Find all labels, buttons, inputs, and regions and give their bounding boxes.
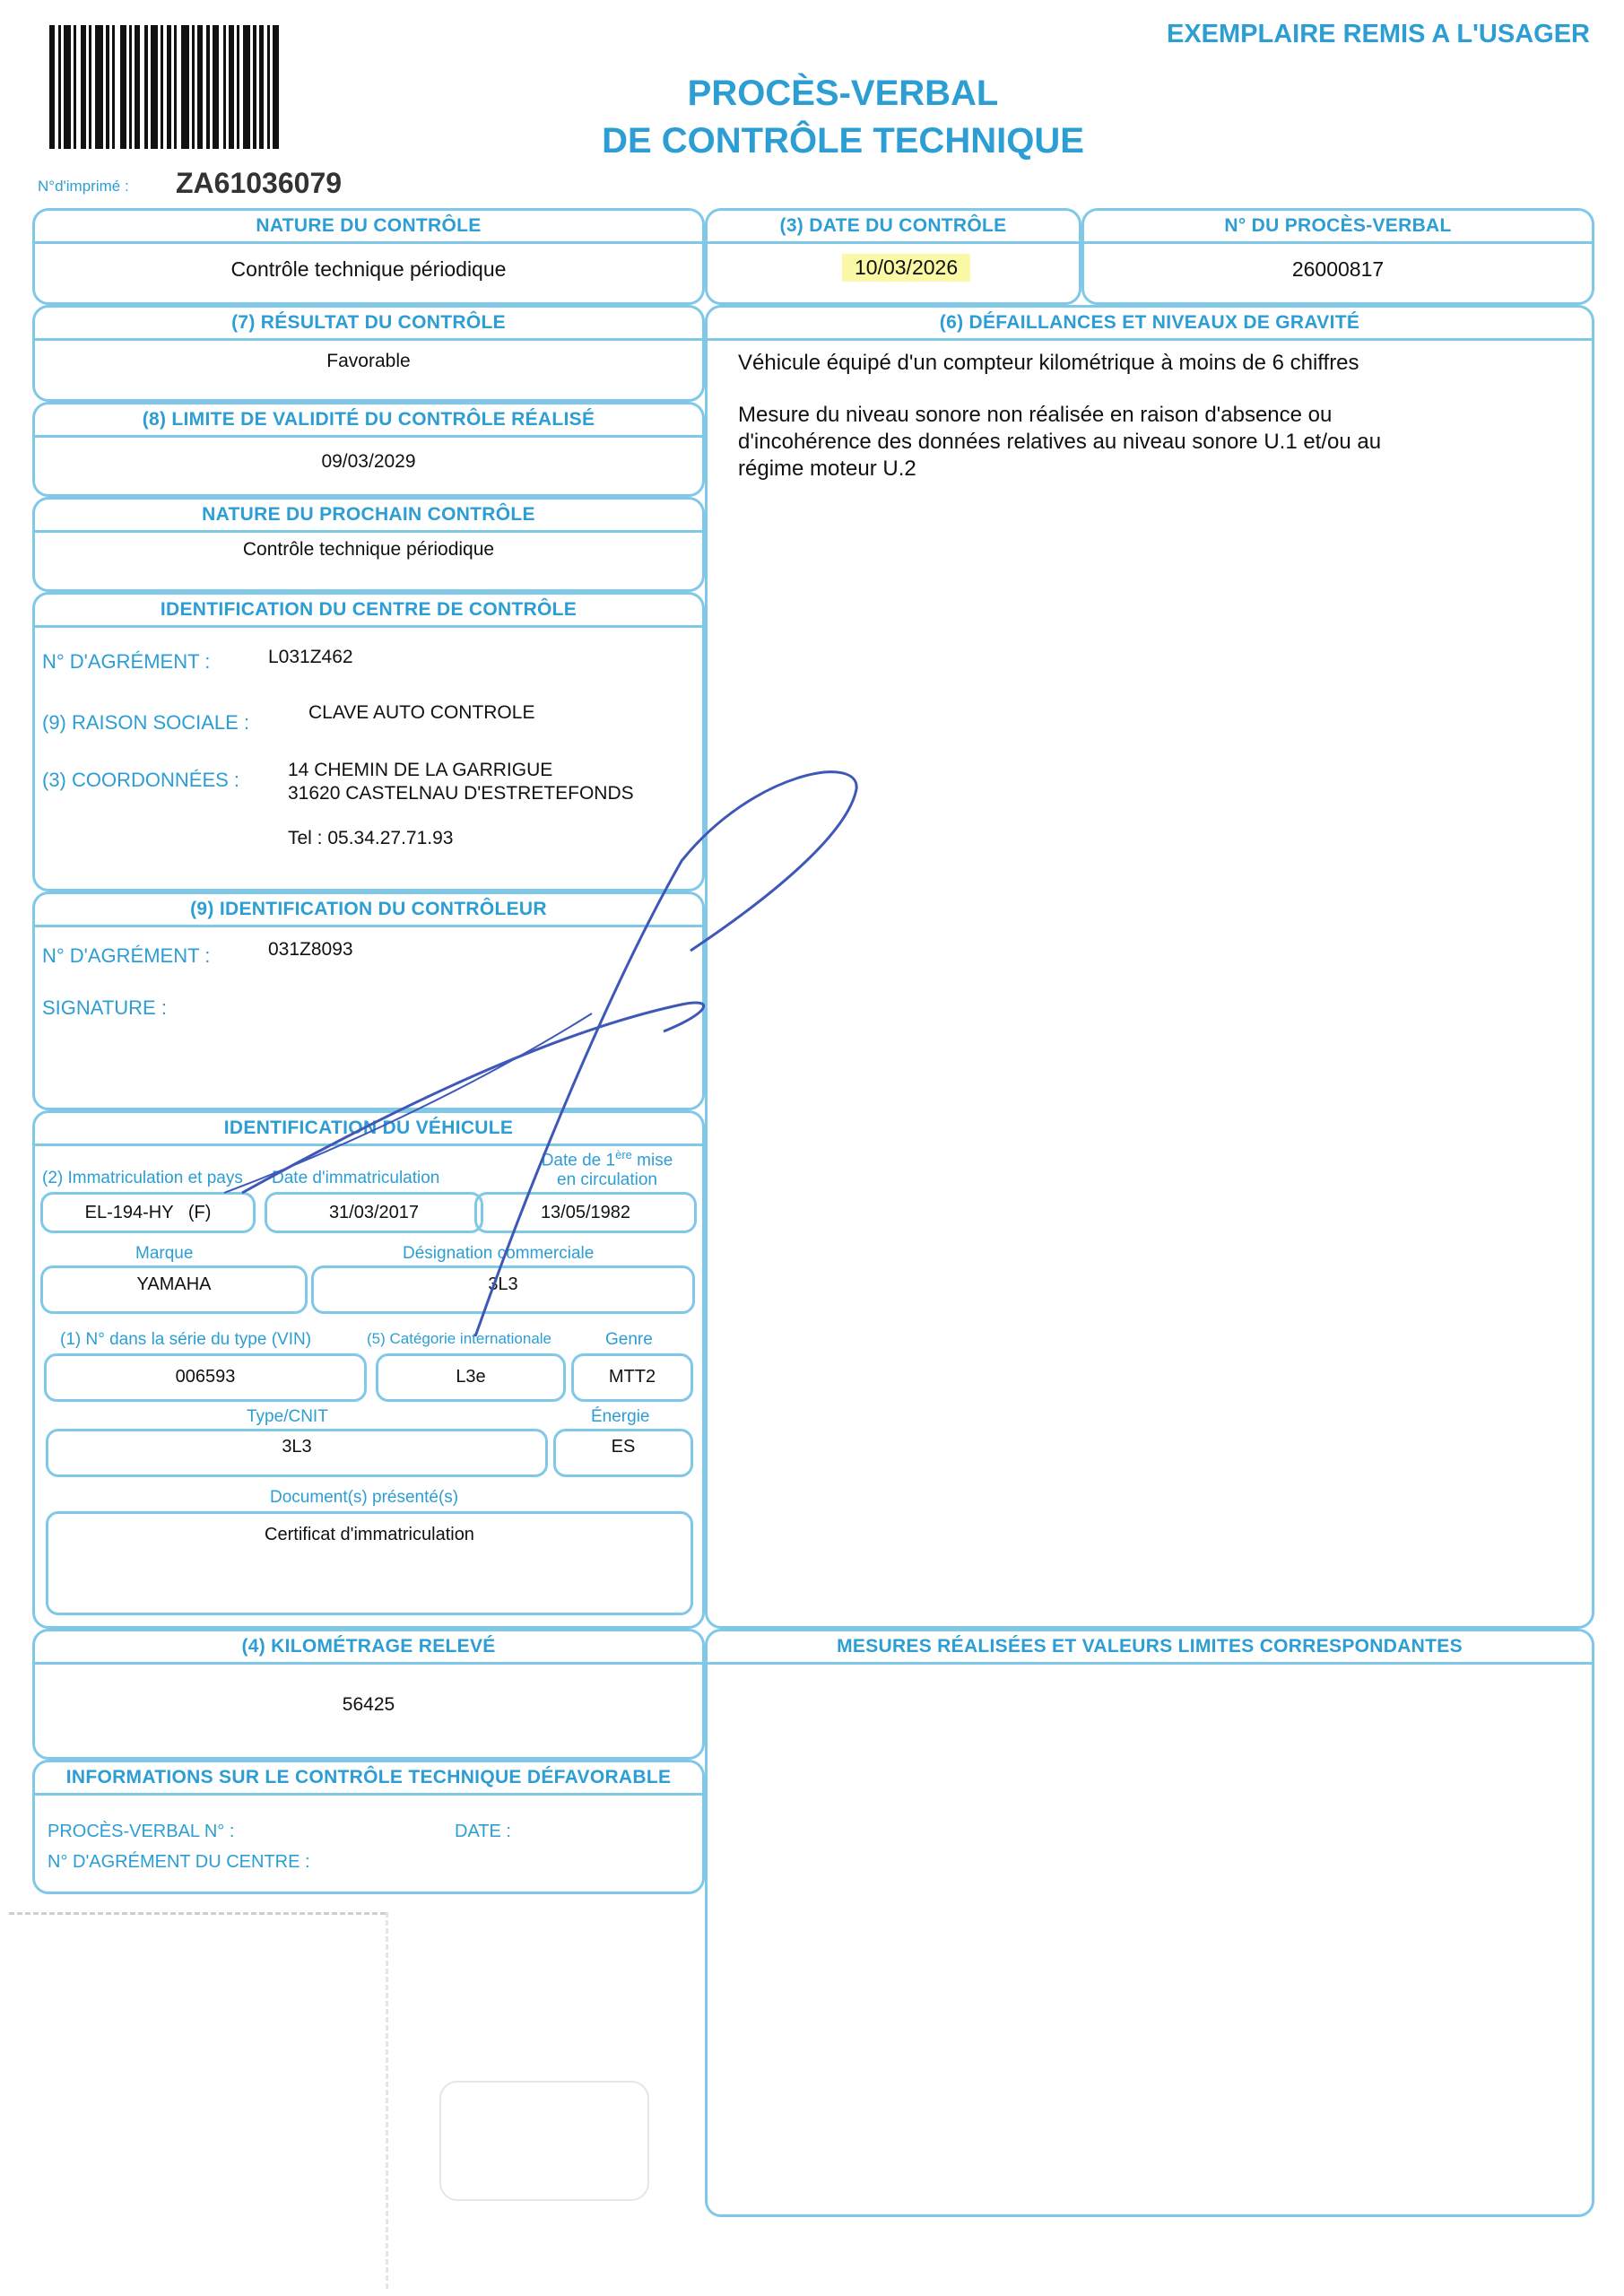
next-box <box>32 497 705 592</box>
center-coord-label: (3) COORDONNÉES : <box>42 769 240 791</box>
unfavorable-pv-label: PROCÈS-VERBAL N° : <box>48 1822 235 1841</box>
title-line2: DE CONTRÔLE TECHNIQUE <box>602 121 1084 161</box>
validity-box <box>32 402 705 497</box>
center-agrement: L031Z462 <box>268 647 353 667</box>
result-header: (7) RÉSULTAT DU CONTRÔLE <box>35 308 702 341</box>
date-value: 10/03/2026 <box>842 254 970 282</box>
nature-value: Contrôle technique périodique <box>230 257 507 281</box>
immat-label: (2) Immatriculation et pays <box>42 1169 243 1187</box>
docs-value: Certificat d'immatriculation <box>46 1511 693 1615</box>
immat-value: EL-194-HY (F) <box>40 1192 256 1233</box>
first-circ-label <box>508 1145 706 1190</box>
category-value: L3e <box>376 1353 566 1402</box>
date-immat-value: 31/03/2017 <box>265 1192 483 1233</box>
genre-label: Genre <box>605 1330 653 1349</box>
unfavorable-header: INFORMATIONS SUR LE CONTRÔLE TECHNIQUE DÉFAVORABLE <box>35 1762 702 1796</box>
window-cutout <box>439 2081 649 2201</box>
next-header: NATURE DU PROCHAIN CONTRÔLE <box>35 500 702 533</box>
type-label: Type/CNIT <box>247 1407 328 1426</box>
center-box <box>32 592 705 891</box>
perforation-line <box>9 1912 386 1915</box>
controller-agrement: 031Z8093 <box>268 939 353 960</box>
date-header: (3) DATE DU CONTRÔLE <box>708 211 1079 244</box>
validity-value: 09/03/2029 <box>321 451 416 472</box>
first-circ-value: 13/05/1982 <box>474 1192 697 1233</box>
mileage-value: 56425 <box>342 1694 395 1715</box>
center-raison: CLAVE AUTO CONTROLE <box>308 702 535 723</box>
designation-label: Désignation commerciale <box>403 1244 595 1263</box>
copy-label: EXEMPLAIRE REMIS A L'USAGER <box>1166 20 1590 48</box>
defect-2b: d'incohérence des données relatives au niveau sonore U.1 et/ou au <box>738 430 1382 454</box>
center-address1: 14 CHEMIN DE LA GARRIGUE <box>288 760 553 780</box>
designation-value: 3L3 <box>311 1265 695 1314</box>
category-label: (5) Catégorie internationale <box>367 1330 552 1347</box>
mileage-box <box>32 1629 705 1760</box>
center-agrement-label: N° D'AGRÉMENT : <box>42 650 211 673</box>
measures-header: MESURES RÉALISÉES ET VALEURS LIMITES CORRESPONDANTES <box>708 1631 1592 1665</box>
center-header: IDENTIFICATION DU CENTRE DE CONTRÔLE <box>35 595 702 628</box>
unfavorable-box <box>32 1760 705 1894</box>
center-address2: 31620 CASTELNAU D'ESTRETEFONDS <box>288 783 634 804</box>
center-raison-label: (9) RAISON SOCIALE : <box>42 711 250 734</box>
result-box <box>32 305 705 402</box>
date-immat-label: Date d'immatriculation <box>272 1169 440 1187</box>
docs-label: Document(s) présenté(s) <box>270 1488 459 1507</box>
unfavorable-date-label: DATE : <box>455 1822 511 1841</box>
measures-box <box>705 1629 1594 2217</box>
nature-header: NATURE DU CONTRÔLE <box>35 211 702 244</box>
print-number-label: N°d'imprimé : <box>38 178 129 195</box>
nature-box <box>32 208 705 305</box>
energie-value: ES <box>553 1429 693 1477</box>
next-value: Contrôle technique périodique <box>242 539 495 560</box>
vehicle-header: IDENTIFICATION DU VÉHICULE <box>35 1113 702 1146</box>
vehicle-box <box>32 1110 705 1629</box>
first-circ-label-c: en circulation <box>557 1170 657 1190</box>
mileage-header: (4) KILOMÉTRAGE RELEVÉ <box>35 1631 702 1665</box>
signature-label: SIGNATURE : <box>42 996 167 1019</box>
marque-label: Marque <box>135 1244 194 1263</box>
first-circ-label-sup: ère <box>615 1148 632 1161</box>
date-box <box>705 208 1081 305</box>
controller-agrement-label: N° D'AGRÉMENT : <box>42 944 211 967</box>
vin-value: 006593 <box>44 1353 367 1402</box>
first-circ-label-a: Date de 1 <box>541 1151 616 1170</box>
energie-label: Énergie <box>591 1407 650 1426</box>
defect-2c: régime moteur U.2 <box>738 457 916 481</box>
type-value: 3L3 <box>46 1429 548 1477</box>
print-number: ZA61036079 <box>176 167 343 199</box>
unfavorable-agrement-label: N° D'AGRÉMENT DU CENTRE : <box>48 1852 310 1872</box>
barcode <box>49 25 350 149</box>
pv-number-header: N° DU PROCÈS-VERBAL <box>1084 211 1592 244</box>
perforation-vertical <box>386 1912 388 2289</box>
vin-label: (1) N° dans la série du type (VIN) <box>60 1330 312 1349</box>
validity-header: (8) LIMITE DE VALIDITÉ DU CONTRÔLE RÉALISÉ <box>35 404 702 438</box>
defect-1: Véhicule équipé d'un compteur kilométrique à moins de 6 chiffres <box>738 351 1359 375</box>
controller-header: (9) IDENTIFICATION DU CONTRÔLEUR <box>35 894 702 927</box>
pv-number-box <box>1081 208 1594 305</box>
genre-value: MTT2 <box>571 1353 693 1402</box>
result-value: Favorable <box>326 351 411 371</box>
controller-box <box>32 891 705 1110</box>
defects-box <box>705 305 1594 1629</box>
center-tel: Tel : 05.34.27.71.93 <box>288 828 454 848</box>
defect-2a: Mesure du niveau sonore non réalisée en raison d'absence ou <box>738 403 1333 427</box>
marque-value: YAMAHA <box>40 1265 308 1314</box>
first-circ-label-b: mise <box>631 1151 673 1170</box>
title-line1: PROCÈS-VERBAL <box>687 74 999 113</box>
pv-number-value: 26000817 <box>1291 257 1385 281</box>
defects-header: (6) DÉFAILLANCES ET NIVEAUX DE GRAVITÉ <box>708 308 1592 341</box>
